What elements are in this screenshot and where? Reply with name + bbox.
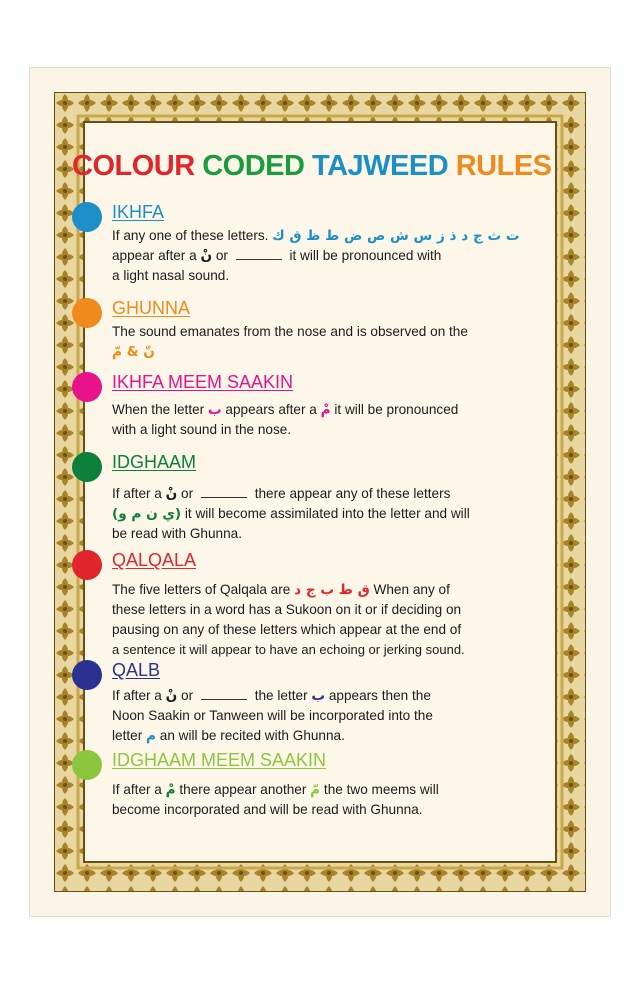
- rule-title: IKHFA: [112, 202, 165, 222]
- color-dot: [72, 550, 102, 580]
- color-dot: [72, 298, 102, 328]
- arabic-letters: نّ & مّ: [112, 344, 155, 360]
- color-dot: [72, 750, 102, 780]
- rule-description: If after a نْ or there appear any of these letters (ي ن م و) it will become assimilated into the letter and will be read with Ghunna.: [112, 486, 470, 541]
- rule-description: The sound emanates from the nose and is observed on the نّ & مّ: [112, 324, 468, 360]
- rule-title: QALQALA: [112, 550, 197, 570]
- rule-description: The five letters of Qalqala are ق ط ب ج د When any of these letters in a word has a Sukoon on it or if deciding on pausing on any of these letters which appear at the end of a sentence it will appear to have an echoing or jerking sound.: [112, 582, 465, 657]
- rule-title: IDGHAAM MEEM SAAKIN: [112, 750, 327, 770]
- rule-description: When the letter ب appears after a مْ it will be pronounced with a light sound in the nose.: [112, 402, 459, 437]
- tanween-blank: [201, 487, 247, 498]
- title-word-coded: CODED: [202, 150, 305, 182]
- poster-title: [72, 150, 552, 183]
- arabic-letters: ق ط ب ج د: [294, 582, 370, 598]
- tanween-blank: [201, 689, 247, 700]
- rule-title: IKHFA MEEM SAAKIN: [112, 372, 294, 392]
- rule-title: IDGHAAM: [112, 452, 197, 472]
- title-word-tajweed: TAJWEED: [312, 150, 449, 182]
- color-dot: [72, 660, 102, 690]
- title-word-colour: COLOUR: [72, 150, 195, 182]
- rule-title: GHUNNA: [112, 298, 191, 318]
- rule-title: QALB: [112, 660, 161, 680]
- color-dot: [72, 372, 102, 402]
- color-dot: [72, 202, 102, 232]
- poster-content: [72, 150, 552, 840]
- arabic-letters: ت ث ج د ذ ز س ش ص ض ط ظ ق ك: [272, 228, 520, 244]
- rule-description: If after a نْ or the letter ب appears then the Noon Saakin or Tanween will be incorporated into the letter م an will be recited with Ghunna.: [112, 688, 433, 744]
- title-word-rules: RULES: [455, 150, 552, 182]
- rule-description: If after a مْ there appear another مّ the two meems will become incorporated and will be read with Ghunna.: [112, 782, 439, 817]
- arabic-letters: (ي ن م و): [112, 506, 182, 522]
- color-dot: [72, 452, 102, 482]
- rule-description: If any one of these letters. ت ث ج د ذ ز س ش ص ض ط ظ ق ك appear after a نْ or it will be pronounced with a light nasal sound.: [112, 228, 520, 283]
- tanween-blank: [236, 249, 282, 260]
